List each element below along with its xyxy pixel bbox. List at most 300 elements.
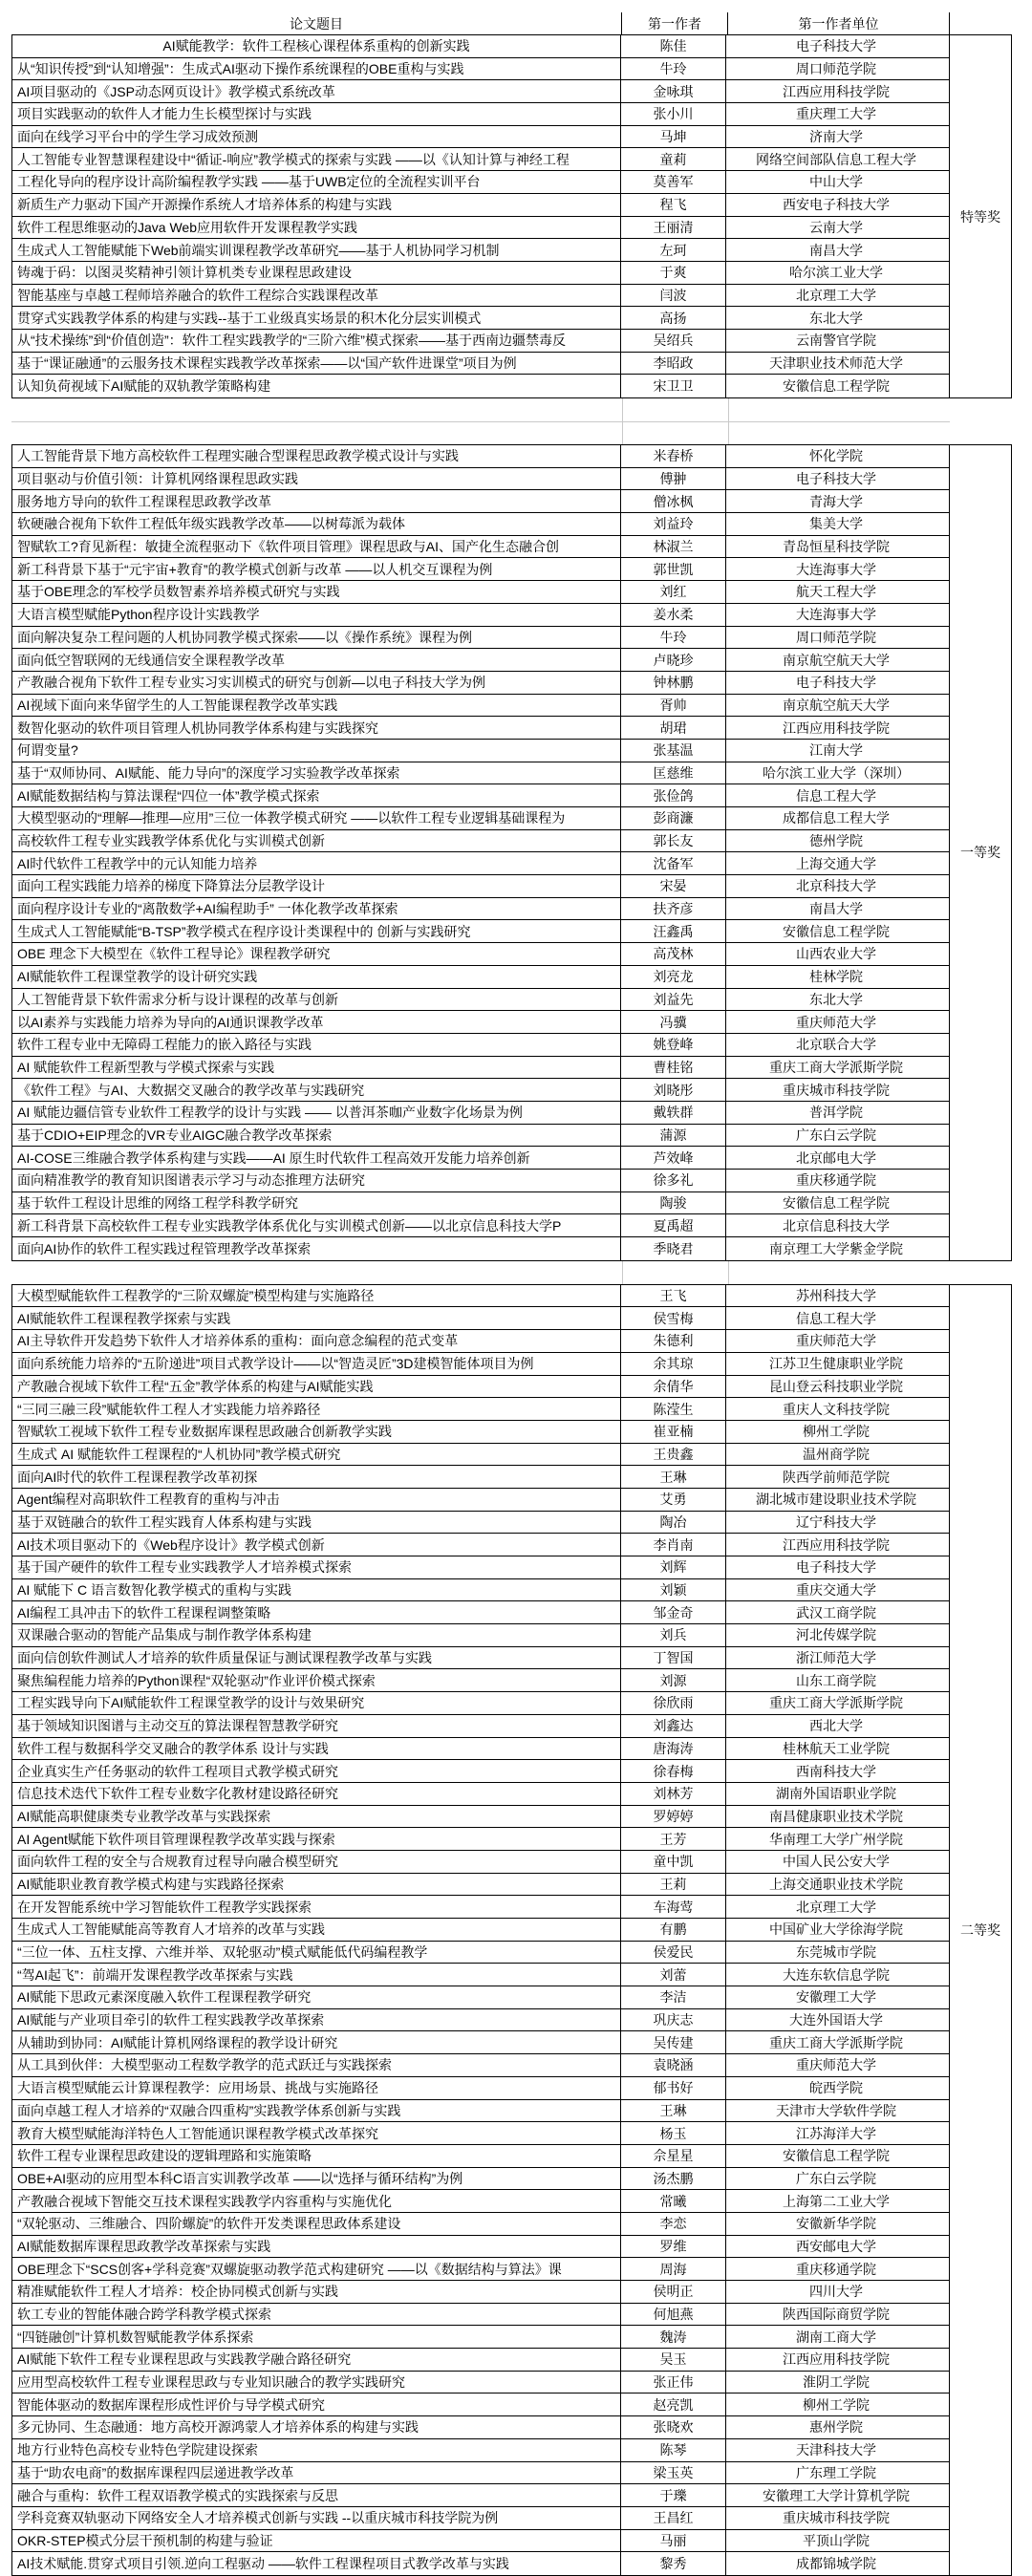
author-cell: 王贵鑫	[621, 1444, 726, 1466]
table-row	[12, 672, 949, 695]
author-cell: 吴玉	[621, 2349, 726, 2371]
author-cell: 匡慈维	[621, 762, 726, 784]
affiliation-cell: 江西应用科技学院	[783, 719, 890, 736]
author-cell: 吴绍兵	[621, 330, 726, 352]
affiliation-cell: 大连东软信息学院	[783, 1966, 890, 1983]
paper-title-cell: 何谓变量?	[12, 740, 621, 762]
author-cell: 傅翀	[621, 468, 726, 490]
paper-title-cell: AI 赋能边疆信管专业软件工程教学的设计与实践 —— 以普洱茶咖产业数字化场景为例	[12, 1102, 621, 1124]
author-cell: 黎秀	[621, 2552, 726, 2575]
paper-title-cell: 地方行业特色高校专业特色学院建设探索	[12, 2439, 621, 2461]
author-cell: 高扬	[621, 307, 726, 329]
affiliation-cell: 桂林学院	[809, 969, 863, 985]
paper-title-cell: 智能基座与卓越工程师培养融合的软件工程综合实践课程改革	[12, 285, 621, 307]
affiliation-cell: 重庆城市科技学院	[783, 2510, 890, 2526]
table-row	[12, 1307, 949, 1330]
author-cell: 胥帅	[621, 695, 726, 717]
affiliation-cell: 湖北城市建设职业技术学院	[756, 1492, 916, 1508]
affiliation-cell: 江苏卫生健康职业学院	[769, 1356, 903, 1372]
author-cell: 王莉	[621, 1874, 726, 1896]
table-row	[12, 1874, 949, 1897]
paper-title-cell: 从辅助到协同：AI赋能计算机网络课程的教学设计研究	[12, 2031, 621, 2053]
award-label: 一等奖	[949, 444, 1012, 1261]
author-cell: 刘红	[621, 581, 726, 603]
table-row	[12, 2258, 949, 2281]
table-row	[12, 604, 949, 627]
paper-title-cell: AI赋能下思政元素深度融入软件工程课程教学研究	[12, 1986, 621, 2008]
paper-title-cell: 项目驱动与价值引领：计算机网络课程思政实践	[12, 468, 621, 490]
affiliation-cell: 温州商学院	[803, 1446, 870, 1462]
author-cell: 钟林鹏	[621, 672, 726, 694]
table-row	[12, 1466, 949, 1489]
table-row	[12, 353, 949, 376]
author-cell: 有鹏	[621, 1919, 726, 1941]
affiliation-cell: 周口师范学院	[796, 61, 876, 77]
author-cell: 陈琴	[621, 2439, 726, 2461]
paper-title-cell: 在开发智能系统中学习智能软件工程教学实践探索	[12, 1896, 621, 1918]
affiliation-cell: 安徽信息工程学院	[783, 2148, 890, 2164]
paper-title-cell: 智赋软工视域下软件工程专业数据库课程思政融合创新教学实践	[12, 1421, 621, 1443]
author-cell: 刘鑫达	[621, 1715, 726, 1737]
author-cell: 牛玲	[621, 58, 726, 80]
paper-title-cell: 基于OBE理念的军校学员数智素养培养模式研究与实践	[12, 581, 621, 603]
table-row	[12, 830, 949, 853]
table-row	[12, 2372, 949, 2394]
affiliation-cell: 江南大学	[809, 742, 863, 759]
paper-title-cell: 面向精准教学的教育知识图谱表示学习与动态推理方法研究	[12, 1170, 621, 1191]
author-cell: 张小川	[621, 103, 726, 125]
paper-title-cell: 基于国产硬件的软件工程专业实践教学人才培养模式探索	[12, 1556, 621, 1578]
author-cell: 侯雪梅	[621, 1307, 726, 1329]
affiliation-cell: 航天工程大学	[796, 584, 876, 600]
author-cell: 唐海涛	[621, 1738, 726, 1760]
affiliation-cell: 集美大学	[809, 516, 863, 532]
author-cell: 蒲源	[621, 1125, 726, 1147]
table-row	[12, 875, 949, 898]
paper-title-cell: “四链融创”计算机数智赋能教学体系探索	[12, 2326, 621, 2348]
table-row	[12, 445, 949, 468]
author-cell: 张晓欢	[621, 2416, 726, 2438]
affiliation-cell: 中国矿业大学徐海学院	[769, 1921, 903, 1938]
section-rows	[11, 34, 950, 398]
table-row	[12, 375, 949, 397]
affiliation-cell: 皖西学院	[809, 2080, 863, 2096]
author-cell: 刘辉	[621, 1556, 726, 1578]
paper-title-cell: 从工具到伙伴：大模型驱动工程数学教学的范式跃迁与实践探索	[12, 2054, 621, 2076]
paper-title-cell: 工程化导向的程序设计高阶编程教学实践 ——基于UWB定位的全流程实训平台	[12, 171, 621, 193]
affiliation-cell: 重庆移通学院	[796, 1172, 876, 1189]
paper-title-cell: AI编程工具冲击下的软件工程课程调整策略	[12, 1601, 621, 1623]
author-cell: 高茂林	[621, 943, 726, 965]
table-row	[12, 2122, 949, 2145]
paper-title-cell: AI赋能高职健康类专业教学改革与实践探索	[12, 1806, 621, 1828]
paper-title-cell: 面向系统能力培养的“五阶递进”项目式教学设计——以“智造灵匠”3D建模智能体项目为例	[12, 1353, 621, 1375]
table-row	[12, 1330, 949, 1353]
paper-title-cell: 大语言模型赋能Python程序设计实践教学	[12, 604, 621, 626]
paper-title-cell: AI 赋能下 C 语言数智化教学模式的重构与实践	[12, 1579, 621, 1601]
table-row	[12, 1125, 949, 1148]
affiliation-cell: 江西应用科技学院	[783, 83, 890, 99]
author-cell: 宋卫卫	[621, 375, 726, 397]
paper-title-cell: 基于“助农电商”的数据库课程四层递进教学改革	[12, 2462, 621, 2484]
table-row	[12, 285, 949, 308]
paper-title-cell: 人工智能背景下地方高校软件工程理实融合型课程思政教学模式设计与实践	[12, 445, 621, 467]
paper-title-cell: 基于软件工程设计思维的网络工程学科教学研究	[12, 1192, 621, 1214]
author-cell: 刘蕾	[621, 1964, 726, 1986]
author-cell: 李洁	[621, 1986, 726, 2008]
table-row	[12, 2190, 949, 2213]
table-row	[12, 1986, 949, 2009]
table-row	[12, 2077, 949, 2100]
table-row	[12, 1692, 949, 1715]
author-cell: 陈滢生	[621, 1398, 726, 1420]
author-cell: 吴传建	[621, 2031, 726, 2053]
paper-title-cell: 产教融合视域下软件工程“五金”教学体系的构建与AI赋能实践	[12, 1376, 621, 1398]
affiliation-cell: 四川大学	[809, 2284, 863, 2300]
table-row	[12, 1647, 949, 1670]
paper-title-cell: 产教融合视域下智能交互技术课程实践教学内容重构与实施优化	[12, 2190, 621, 2212]
paper-title-cell: 面向卓越工程人才培养的“双融合四重构”实践教学体系创新与实践	[12, 2100, 621, 2122]
paper-title-cell: 多元协同、生态融通：地方高校开源鸿蒙人才培养体系的构建与实践	[12, 2416, 621, 2438]
affiliation-cell: 江西应用科技学院	[783, 2351, 890, 2368]
table-row	[12, 1147, 949, 1170]
paper-title-cell: 融合与重构：软件工程双语教学模式的实践探索与反思	[12, 2484, 621, 2506]
affiliation-cell: 平顶山学院	[803, 2532, 870, 2548]
paper-title-cell: 学科竞赛双轨驱动下网络安全人才培养模式创新与实践 --以重庆城市科技学院为例	[12, 2507, 621, 2529]
paper-title-cell: 数智化驱动的软件项目管理人机协同教学体系构建与实践探究	[12, 717, 621, 739]
affiliation-cell: 南昌健康职业技术学院	[769, 1808, 903, 1824]
paper-title-cell: 企业真实生产任务驱动的软件工程项目式教学模式研究	[12, 1760, 621, 1782]
paper-title-cell: 精准赋能软件工程人才培养：校企协同模式创新与实践	[12, 2281, 621, 2303]
paper-title-cell: 面向AI协作的软件工程实践过程管理教学改革探索	[12, 1237, 621, 1260]
author-cell: 袁晓涵	[621, 2054, 726, 2076]
author-cell: 马坤	[621, 126, 726, 148]
affiliation-cell: 重庆工商大学派斯学院	[769, 1695, 903, 1711]
affiliation-cell: 安徽信息工程学院	[783, 1195, 890, 1212]
affiliation-cell: 天津科技大学	[796, 2442, 876, 2458]
paper-title-cell: 智能体驱动的数据库课程形成性评价与导学模式研究	[12, 2394, 621, 2415]
table-row	[12, 920, 949, 943]
affiliation-cell: 重庆交通大学	[796, 1582, 876, 1599]
affiliation-cell: 北京邮电大学	[796, 1149, 876, 1166]
table-row	[12, 1102, 949, 1125]
affiliation-cell: 电子科技大学	[796, 675, 876, 691]
table-row	[12, 1964, 949, 1986]
author-cell: 左珂	[621, 239, 726, 261]
paper-title-cell: 大语言模型赋能云计算课程教学：应用场景、挑战与实施路径	[12, 2077, 621, 2099]
paper-title-cell: 认知负荷视域下AI赋能的双轨教学策略构建	[12, 375, 621, 397]
author-cell: 刘益先	[621, 989, 726, 1011]
author-cell: 艾勇	[621, 1489, 726, 1511]
affiliation-cell: 湖南外国语职业学院	[776, 1786, 896, 1802]
table-row	[12, 762, 949, 785]
affiliation-cell: 大连海事大学	[796, 607, 876, 623]
paper-title-cell: 面向在线学习平台中的学生学习成效预测	[12, 126, 621, 148]
author-cell: 陈佳	[621, 35, 726, 57]
table-row	[12, 1011, 949, 1034]
table-row	[12, 2236, 949, 2259]
table-row	[12, 2100, 949, 2123]
table-row	[12, 1828, 949, 1851]
affiliation-cell: 柳州工学院	[803, 2396, 870, 2413]
paper-title-cell: 智赋软工?育见新程：敏捷全流程驱动下《软件项目管理》课程思政与AI、国产化生态融合创	[12, 536, 621, 558]
paper-title-cell: 基于“课证融通”的云服务技术课程实践教学改革探索——以“国产软件进课堂”项目为例	[12, 353, 621, 375]
paper-title-cell: 基于CDIO+EIP理念的VR专业AIGC融合教学改革探索	[12, 1125, 621, 1147]
author-cell: 王琳	[621, 1466, 726, 1488]
table-row	[12, 2416, 949, 2439]
author-cell: 邹金奇	[621, 1601, 726, 1623]
table-row	[12, 2009, 949, 2032]
affiliation-cell: 电子科技大学	[796, 1559, 876, 1576]
author-cell: 王芳	[621, 1828, 726, 1850]
author-cell: 徐多礼	[621, 1170, 726, 1191]
affiliation-cell: 北京理工大学	[796, 287, 876, 303]
paper-title-cell: 铸魂于码：以图灵奖精神引领计算机类专业课程思政建设	[12, 262, 621, 284]
awards-table	[11, 12, 1012, 2576]
table-row	[12, 1942, 949, 1964]
author-cell: 冯骥	[621, 1011, 726, 1033]
author-cell: 童莉	[621, 148, 726, 170]
table-row	[12, 695, 949, 718]
paper-title-cell: OBE 理念下大模型在《软件工程导论》课程教学研究	[12, 943, 621, 965]
affiliation-cell: 济南大学	[809, 129, 863, 145]
table-row	[12, 80, 949, 103]
paper-title-cell: 项目实践驱动的软件人才能力生长模型探讨与实践	[12, 103, 621, 125]
table-row	[12, 581, 949, 604]
paper-title-cell: 贯穿式实践教学体系的构建与实践--基于工业级真实场景的积木化分层实训模式	[12, 307, 621, 329]
table-row	[12, 784, 949, 807]
affiliation-cell: 北京理工大学	[796, 1899, 876, 1915]
table-row	[12, 1214, 949, 1237]
affiliation-cell: 西安邮电大学	[796, 2238, 876, 2254]
affiliation-cell: 柳州工学院	[803, 1424, 870, 1440]
paper-title-cell: 基于双链融合的软件工程实践育人体系构建与实践	[12, 1512, 621, 1534]
table-row	[12, 2054, 949, 2077]
affiliation-cell: 浙江师范大学	[796, 1650, 876, 1666]
paper-title-cell: “三同三融三段”赋能软件工程人才实践能力培养路径	[12, 1398, 621, 1420]
affiliation-cell: 南京理工大学紫金学院	[769, 1240, 903, 1256]
paper-title-cell: 生成式 AI 赋能软件工程课程的“人机协同”教学模式研究	[12, 1444, 621, 1466]
author-cell: 李恋	[621, 2213, 726, 2235]
table-row	[12, 966, 949, 989]
author-cell: 侯爱民	[621, 1942, 726, 1964]
affiliation-cell: 网络空间部队信息工程大学	[756, 151, 916, 167]
table-row	[12, 2213, 949, 2236]
paper-title-cell: AI赋能职业教育教学模式构建与实践路径探索	[12, 1874, 621, 1896]
table-row	[12, 2394, 949, 2416]
affiliation-cell: 桂林航天工业学院	[783, 1740, 890, 1756]
table-row	[12, 513, 949, 536]
author-cell: 宋晏	[621, 875, 726, 897]
paper-title-cell: 产教融合视角下软件工程专业实习实训模式的研究与创新—以电子科技大学为例	[12, 672, 621, 694]
table-row	[12, 2168, 949, 2191]
sections-root	[11, 34, 1012, 2576]
author-cell: 闫波	[621, 285, 726, 307]
paper-title-cell: OBE+AI驱动的应用型本科C语言实训教学改革 ——以“选择与循环结构”为例	[12, 2168, 621, 2190]
paper-title-cell: AI赋能软件工程课堂教学的设计研究实践	[12, 966, 621, 988]
table-row	[12, 262, 949, 285]
author-cell: 余其琼	[621, 1353, 726, 1375]
affiliation-cell: 南昌大学	[809, 242, 863, 258]
table-row	[12, 1034, 949, 1057]
author-cell: 张基温	[621, 740, 726, 762]
paper-title-cell: 生成式人工智能赋能高等教育人才培养的改革与实践	[12, 1919, 621, 1941]
award-section	[11, 34, 1012, 398]
section-rows	[11, 444, 950, 1261]
affiliation-cell: 青岛恒星科技学院	[783, 539, 890, 555]
author-cell: 汪鑫禹	[621, 920, 726, 942]
paper-title-cell: 面向工程实践能力培养的梯度下降算法分层教学设计	[12, 875, 621, 897]
author-cell: 罗维	[621, 2236, 726, 2258]
table-row	[12, 1715, 949, 1738]
affiliation-cell: 淮阴工学院	[803, 2374, 870, 2391]
paper-title-cell: OKR-STEP模式分层干预机制的构建与验证	[12, 2530, 621, 2552]
affiliation-cell: 武汉工商学院	[796, 1604, 876, 1621]
author-cell: 僧冰枫	[621, 490, 726, 512]
table-row	[12, 1444, 949, 1467]
table-row	[12, 194, 949, 217]
author-cell: 梁玉英	[621, 2462, 726, 2484]
affiliation-cell: 天津职业技术师范大学	[769, 354, 903, 371]
author-cell: 沈备军	[621, 852, 726, 874]
affiliation-cell: 重庆师范大学	[796, 2057, 876, 2073]
author-cell: 巩庆志	[621, 2009, 726, 2031]
affiliation-cell: 成都信息工程大学	[783, 810, 890, 826]
paper-title-cell: 新工科背景下基于“元宇宙+教育”的教学模式创新与改革 ——以人机交互课程为例	[12, 558, 621, 580]
table-row	[12, 2304, 949, 2327]
table-header-row	[11, 12, 950, 34]
author-cell: 车海莺	[621, 1896, 726, 1918]
author-cell: 余倩华	[621, 1376, 726, 1398]
affiliation-cell: 陕西国际商贸学院	[783, 2307, 890, 2323]
affiliation-cell: 天津市大学软件学院	[776, 2102, 896, 2118]
paper-title-cell: 高校软件工程专业实践教学体系优化与实训模式创新	[12, 830, 621, 852]
affiliation-cell: 西北大学	[809, 1718, 863, 1734]
author-cell: 刘亮龙	[621, 966, 726, 988]
paper-title-cell: 生成式人工智能赋能下Web前端实训课程教学改革研究——基于人机协同学习机制	[12, 239, 621, 261]
table-row	[12, 1669, 949, 1692]
paper-title-cell: 《软件工程》与AI、大数据交叉融合的教学改革与实践研究	[12, 1079, 621, 1101]
affiliation-cell: 东北大学	[809, 310, 863, 326]
paper-title-cell: 面向低空智联网的无线通信安全课程教学改革	[12, 649, 621, 671]
affiliation-cell: 电子科技大学	[796, 38, 876, 54]
affiliation-cell: 上海交通职业技术学院	[769, 1876, 903, 1892]
affiliation-cell: 安徽信息工程学院	[783, 923, 890, 939]
paper-title-cell: 大模型驱动的“理解—推理—应用”三位一体教学模式研究 ——以软件工程专业逻辑基础课程为	[12, 807, 621, 829]
paper-title-cell: 面向软件工程的安全与合规教育过程导向融合模型研究	[12, 1851, 621, 1873]
table-row	[12, 1806, 949, 1829]
affiliation-cell: 广东白云学院	[796, 1127, 876, 1143]
table-row	[12, 2484, 949, 2507]
table-row	[12, 2145, 949, 2168]
table-row	[12, 2326, 949, 2349]
paper-title-cell: 从“技术操练”到“价值创造”：软件工程实践教学的“三阶六维”模式探索——基于西南边疆禁毒反	[12, 330, 621, 352]
affiliation-cell: 南京航空航天大学	[783, 697, 890, 713]
affiliation-cell: 东北大学	[809, 991, 863, 1007]
paper-title-cell: 大模型赋能软件工程教学的“三阶双螺旋”模型构建与实施路径	[12, 1285, 621, 1307]
table-row	[12, 1376, 949, 1399]
author-cell: 胡珺	[621, 717, 726, 739]
author-cell: 扶齐彦	[621, 898, 726, 920]
affiliation-cell: 华南理工大学广州学院	[769, 1831, 903, 1847]
paper-title-cell: 新工科背景下高校软件工程专业实践教学体系优化与实训模式创新——以北京信息科技大学P	[12, 1214, 621, 1236]
author-cell: 王飞	[621, 1285, 726, 1307]
table-row	[12, 1170, 949, 1192]
author-cell: 徐欣雨	[621, 1692, 726, 1714]
table-row	[12, 807, 949, 830]
paper-title-cell: AI Agent赋能下软件项目管理课程教学改革实践与探索	[12, 1828, 621, 1850]
author-cell: 张俭鸽	[621, 784, 726, 806]
author-cell: 于瓅	[621, 2484, 726, 2506]
table-row	[12, 2530, 949, 2553]
affiliation-cell: 陕西学前师范学院	[783, 1469, 890, 1485]
table-row	[12, 2507, 949, 2530]
author-cell: 魏涛	[621, 2326, 726, 2348]
author-cell: 罗婷婷	[621, 1806, 726, 1828]
affiliation-cell: 重庆工商大学派斯学院	[769, 2034, 903, 2050]
table-row	[12, 898, 949, 921]
table-row	[12, 1057, 949, 1080]
author-cell: 姜水柔	[621, 604, 726, 626]
award-label: 二等奖	[949, 1284, 1012, 2576]
table-row	[12, 558, 949, 581]
paper-title-cell: OBE理念下“SCS创客+学科竞赛”双螺旋驱动教学范式构建研究 ——以《数据结构与算法》课	[12, 2258, 621, 2280]
table-row	[12, 1237, 949, 1260]
paper-title-cell: Agent编程对高职软件工程教育的重构与冲击	[12, 1489, 621, 1511]
paper-title-cell: AI项目驱动的《JSP动态网页设计》教学模式系统改革	[12, 80, 621, 102]
table-row	[12, 2349, 949, 2372]
table-row	[12, 58, 949, 81]
author-cell: 牛玲	[621, 627, 726, 649]
author-cell: 杨玉	[621, 2122, 726, 2144]
table-row	[12, 468, 949, 491]
table-row	[12, 536, 949, 559]
affiliation-cell: 重庆工商大学派斯学院	[769, 1059, 903, 1075]
author-cell: 王琳	[621, 2100, 726, 2122]
affiliation-cell: 广东理工学院	[796, 2464, 876, 2480]
paper-title-cell: AI赋能下软件工程专业课程思政与实践教学融合路径研究	[12, 2349, 621, 2371]
author-cell: 李肖南	[621, 1534, 726, 1556]
author-cell: 李昭政	[621, 353, 726, 375]
paper-title-cell: 人工智能背景下软件需求分析与设计课程的改革与创新	[12, 989, 621, 1011]
paper-title-cell: 面向AI时代的软件工程课程教学改革初探	[12, 1466, 621, 1488]
affiliation-cell: 上海第二工业大学	[783, 2193, 890, 2209]
paper-title-cell: AI赋能软件工程课程教学探索与实践	[12, 1307, 621, 1329]
table-row	[12, 717, 949, 740]
award-section	[11, 1284, 1012, 2576]
table-row	[12, 2281, 949, 2304]
affiliation-cell: 山西农业大学	[796, 946, 876, 962]
affiliation-cell: 信息工程大学	[796, 787, 876, 804]
table-row	[12, 1556, 949, 1579]
affiliation-cell: 苏州科技大学	[796, 1288, 876, 1304]
author-cell: 林淑兰	[621, 536, 726, 558]
paper-title-cell: AI赋能教学：软件工程核心课程体系重构的创新实践	[12, 35, 621, 57]
author-cell: 刘益玲	[621, 513, 726, 535]
paper-title-cell: 从“知识传授”到“认知增强”：生成式AI驱动下操作系统课程的OBE重构与实践	[12, 58, 621, 80]
affiliation-cell: 重庆师范大学	[796, 1333, 876, 1349]
table-row	[12, 1353, 949, 1376]
author-cell: 刘林芳	[621, 1783, 726, 1805]
paper-title-cell: 软硬融合视角下软件工程低年级实践教学改革——以树莓派为载体	[12, 513, 621, 535]
paper-title-cell: AI赋能数据结构与算法课程“四位一体”教学模式探索	[12, 784, 621, 806]
paper-title-cell: 生成式人工智能赋能“B-TSP”教学模式在程序设计类课程中的 创新与实践研究	[12, 920, 621, 942]
table-row	[12, 1079, 949, 1102]
table-row	[12, 126, 949, 149]
author-cell: 金咏琪	[621, 80, 726, 102]
paper-title-cell: AI时代软件工程教学中的元认知能力培养	[12, 852, 621, 874]
affiliation-cell: 上海交通大学	[796, 855, 876, 871]
